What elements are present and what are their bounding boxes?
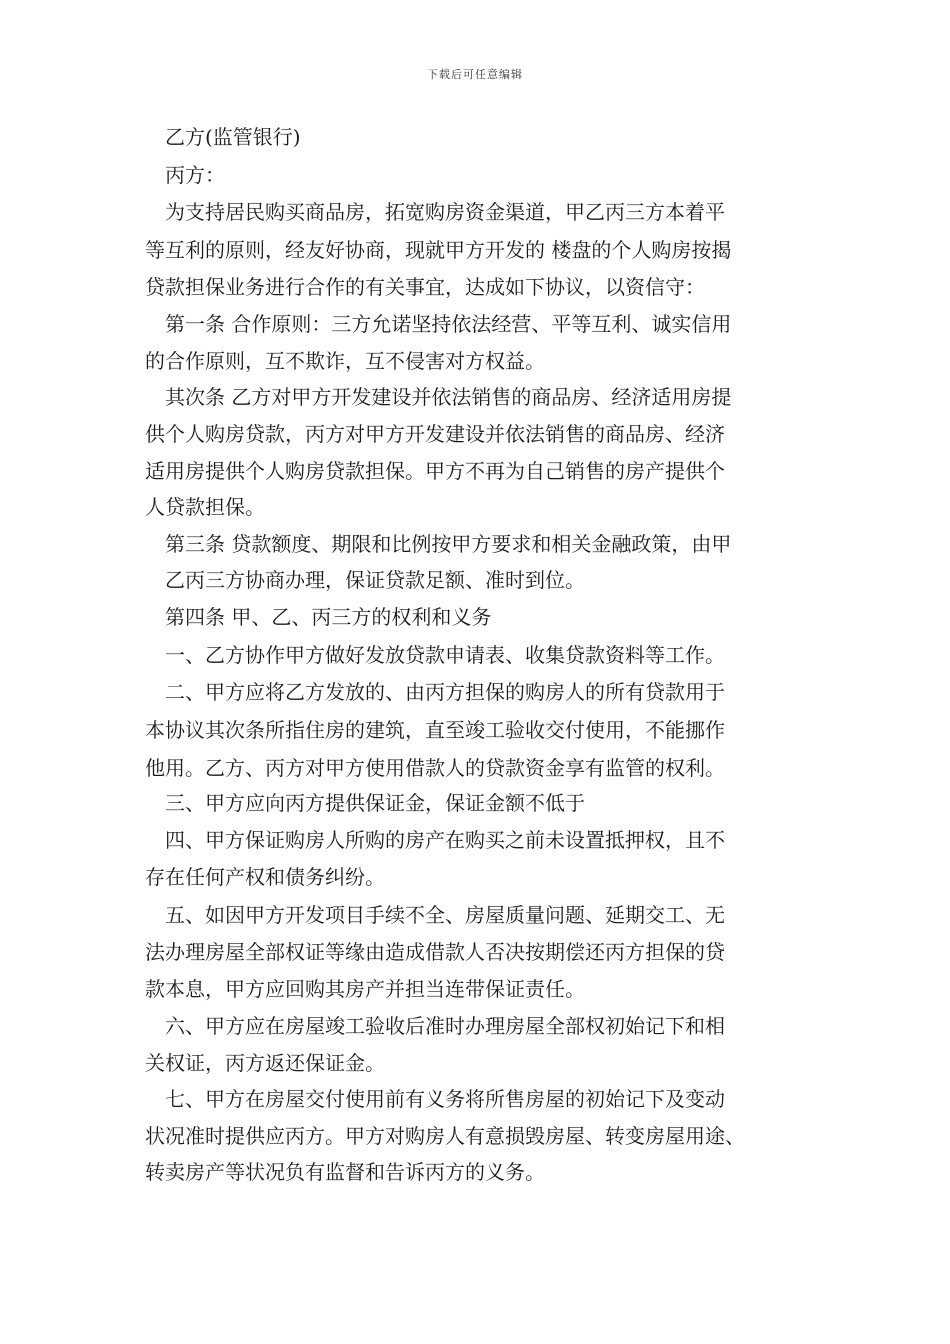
line-07: 的合作原则，互不欺诈，互不侵害对方权益。	[145, 349, 545, 373]
line-01: 乙方(监管银行)	[165, 125, 301, 149]
line-23: 法办理房屋全部权证等缘由造成借款人否决按期偿还丙方担保的贷	[145, 940, 725, 964]
line-19: 三、甲方应向丙方提供保证金，保证金额不低于	[165, 791, 585, 815]
line-15: 一、乙方协作甲方做好发放贷款申请表、收集贷款资料等工作。	[165, 643, 725, 667]
line-08: 其次条 乙方对甲方开发建设并依法销售的商品房、经济适用房提	[165, 385, 732, 409]
line-20: 四、甲方保证购房人所购的房产在购买之前未设置抵押权，且不	[165, 828, 725, 852]
line-02: 丙方：	[165, 163, 225, 187]
line-10: 适用房提供个人购房贷款担保。甲方不再为自己销售的房产提供个	[145, 459, 725, 483]
line-16: 二、甲方应将乙方发放的、由丙方担保的购房人的所有贷款用于	[165, 680, 725, 704]
line-25: 六、甲方应在房屋竣工验收后准时办理房屋全部权初始记下和相	[165, 1014, 725, 1038]
line-03: 为支持居民购买商品房，拓宽购房资金渠道，甲乙丙三方本着平	[165, 200, 725, 224]
line-09: 供个人购房贷款，丙方对甲方开发建设并依法销售的商品房、经济	[145, 422, 725, 446]
line-29: 转卖房产等状况负有监督和告诉丙方的义务。	[145, 1160, 545, 1184]
line-11: 人贷款担保。	[145, 495, 265, 519]
line-18: 他用。乙方、丙方对甲方使用借款人的贷款资金享有监管的权利。	[145, 756, 725, 780]
line-27: 七、甲方在房屋交付使用前有义务将所售房屋的初始记下及变动	[165, 1087, 725, 1111]
header-note: 下载后可任意编辑	[427, 68, 523, 81]
line-04: 等互利的原则，经友好协商，现就甲方开发的 楼盘的个人购房按揭	[145, 238, 732, 262]
line-13: 乙丙三方协商办理，保证贷款足额、准时到位。	[165, 568, 585, 592]
line-06: 第一条 合作原则：三方允诺坚持依法经营、平等互利、诚实信用	[165, 312, 732, 336]
line-17: 本协议其次条所指住房的建筑，直至竣工验收交付使用，不能挪作	[145, 718, 725, 742]
line-12: 第三条 贷款额度、期限和比例按甲方要求和相关金融政策，由甲	[165, 532, 732, 556]
line-24: 款本息，甲方应回购其房产并担当连带保证责任。	[145, 977, 585, 1001]
line-14: 第四条 甲、乙、丙三方的权利和义务	[165, 605, 492, 629]
line-21: 存在任何产权和债务纠纷。	[145, 865, 385, 889]
line-26: 关权证，丙方返还保证金。	[145, 1051, 385, 1075]
line-28: 状况准时提供应丙方。甲方对购房人有意损毁房屋、转变房屋用途、	[145, 1124, 745, 1148]
line-22: 五、如因甲方开发项目手续不全、房屋质量问题、延期交工、无	[165, 903, 725, 927]
line-05: 贷款担保业务进行合作的有关事宜，达成如下协议，以资信守：	[145, 275, 705, 299]
